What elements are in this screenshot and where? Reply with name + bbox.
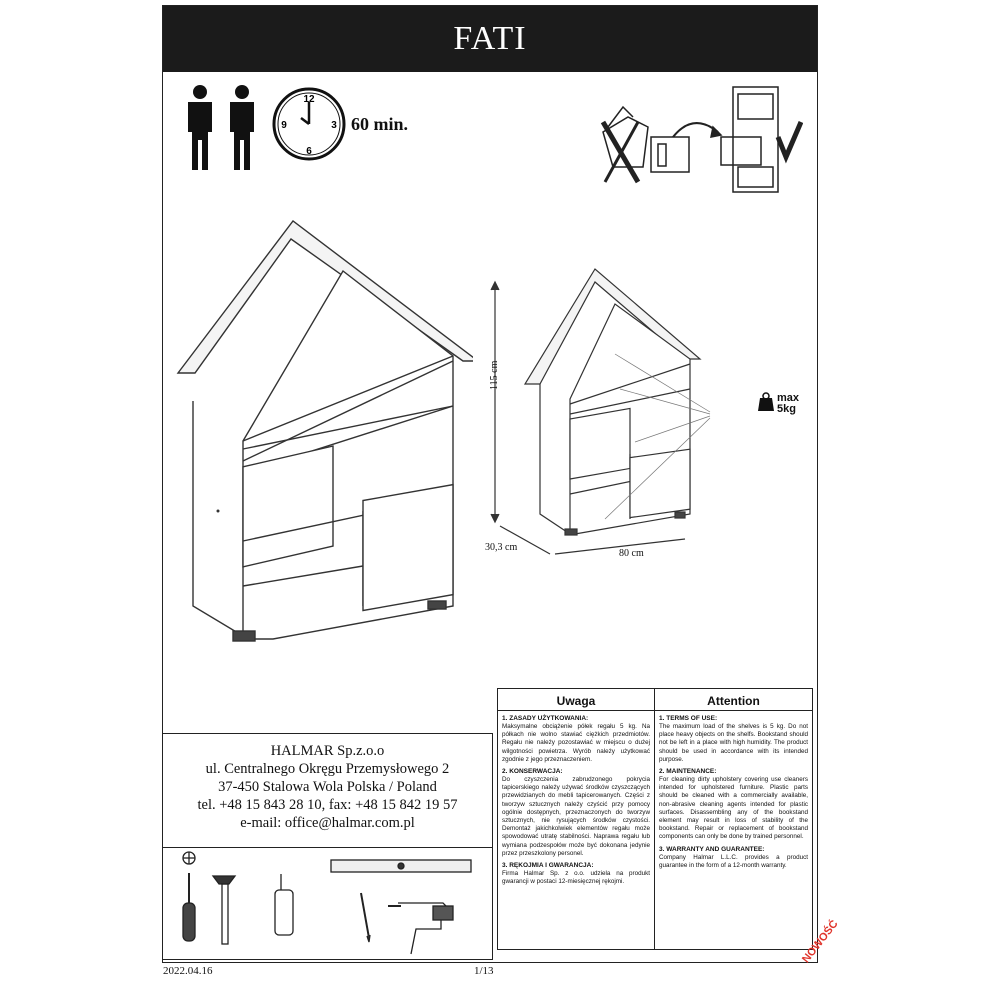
- clock-number-9: 9: [281, 120, 287, 131]
- dimension-width: 80 cm: [619, 548, 644, 559]
- note-title: 2. KONSERWACJA:: [502, 768, 563, 776]
- page-title: FATI: [163, 6, 817, 72]
- clock-number-12: 12: [303, 94, 315, 105]
- note-body: Maksymalne obciążenie półek regału 5 kg. Na półkach nie wolno stawiać ciężkich przedmiotów. Regału nie należy pozostawiać w miejscu o dużej wilgotności powietrza. Wyrób należy użytkować zgodnie z jego przeznaczeniem.: [502, 723, 650, 763]
- max-load-line1: max: [777, 392, 800, 404]
- clock-number-6: 6: [306, 146, 312, 157]
- weight-icon: [757, 392, 775, 412]
- note-body: Firma Halmar Sp. z o.o. udziela na produkt gwarancji w postaci 12-miesięcznej rękojmi.: [502, 870, 650, 886]
- note-title: 1. ZASADY UŻYTKOWANIA:: [502, 715, 589, 722]
- footer-date: 2022.04.16: [163, 965, 213, 977]
- usage-notes-table: [497, 688, 813, 950]
- assembly-time: 60 min.: [351, 114, 409, 134]
- clock-number-3: 3: [331, 120, 337, 131]
- two-people-icon: [178, 82, 268, 172]
- note-body: The maximum load of the shelves is 5 kg. Do not place heavy objects on the shelfs. Bookstand should not be left in a place with high humidity. The product should be used in accordance with its intended purpose.: [659, 723, 808, 763]
- bookcase-drawing: [173, 211, 473, 651]
- notes-polish: [498, 689, 655, 949]
- company-phone: tel. +48 15 843 28 10, fax: +48 15 842 19 57: [197, 797, 458, 813]
- max-load-line2: 5kg: [777, 403, 796, 415]
- note-title: 1. TERMS OF USE:: [659, 715, 718, 722]
- max-load-label: [777, 393, 799, 415]
- note-title: 3. RĘKOJMIA I GWARANCJA:: [502, 862, 594, 870]
- company-email: e-mail: office@halmar.com.pl: [240, 815, 415, 831]
- notes-heading-en: Attention: [655, 692, 812, 711]
- tools-illustration: [163, 848, 493, 960]
- bookcase-dimension-drawing: [485, 264, 715, 564]
- tools-panel: [163, 848, 493, 960]
- company-street: ul. Centralnego Okręgu Przemysłowego 2: [205, 761, 450, 777]
- company-info: [163, 733, 493, 848]
- instruction-page: [162, 5, 818, 963]
- company-name: HALMAR Sp.z.o.o: [270, 743, 385, 759]
- dimension-height: 115 cm: [489, 360, 500, 390]
- note-body: For cleaning dirty upholstery covering use cleaners intended for upholstered furniture. Plastic parts should be cleaned with a commercially available, non-abrasive cleaning agents intended for plastic surfaces. Disassembling any of the bookstand element may result in loss of stability of the bookstand. Repair or replacement of bookstand components can only be done by trained personnel.: [659, 776, 808, 841]
- company-city: 37-450 Stalowa Wola Polska / Poland: [218, 779, 437, 795]
- note-title: 3. WARRANTY AND GUARANTEE:: [659, 845, 765, 853]
- dimension-depth: 30,3 cm: [485, 542, 518, 553]
- notes-heading-pl: Uwaga: [498, 692, 654, 711]
- note-body: Do czyszczenia zabrudzonego pokrycia tapicerskiego należy używać środków czyszczących przewidzianych do mebli tapicerowanych. Części z tworzyw sztucznych należy czyścić przy pomocy ogólnie dostępnych, przeznaczonych do tworzyw sztucznych, nie rysujących środków czystości. Demontaż jakichkolwiek elementów regału może spowodować utratę stabilności. Naprawa regału lub wymiana podzespołów może być dokonana jedynie przez przeszkolony personel.: [502, 776, 650, 857]
- note-body: Company Halmar L.L.C. provides a product guarantee in the form of a 12-month warranty.: [659, 853, 808, 869]
- clock-icon: [271, 86, 347, 162]
- new-stamp: NOWOŚĆ: [800, 918, 841, 966]
- packaging-disposal-icon: [593, 82, 803, 202]
- page-number: 1/13: [474, 965, 494, 977]
- note-title: 2. MAINTENANCE:: [659, 768, 717, 776]
- notes-english: [655, 689, 812, 949]
